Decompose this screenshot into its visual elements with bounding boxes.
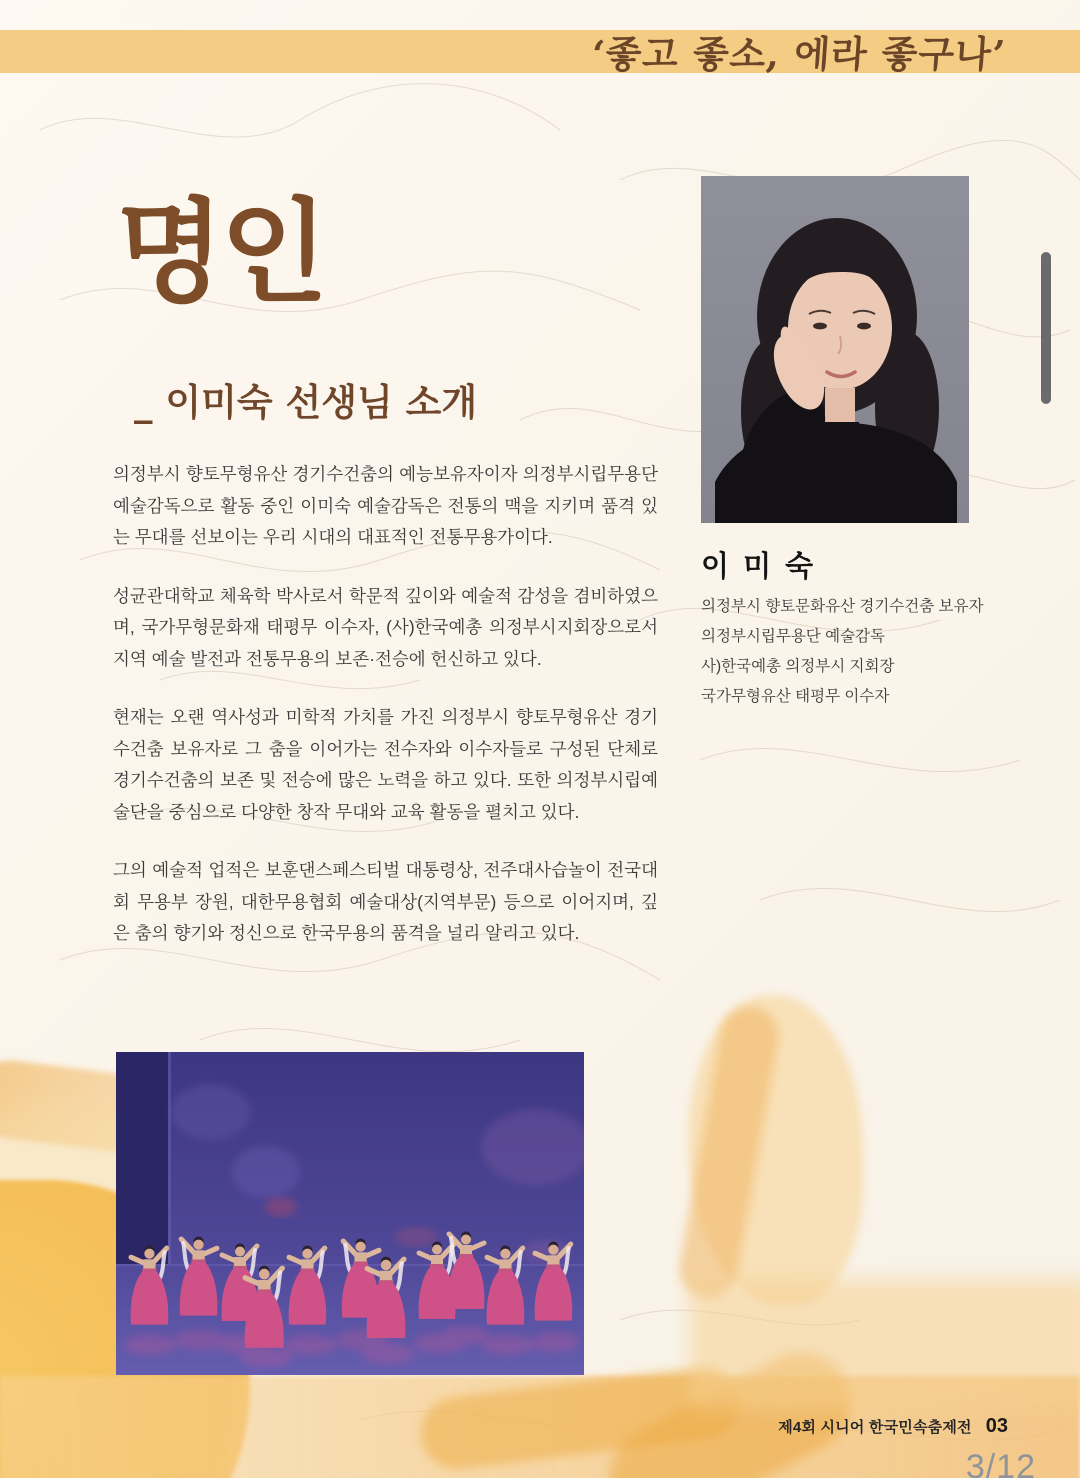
profile-name: 이 미 숙 xyxy=(701,551,817,583)
paragraph: 성균관대학교 체육학 박사로서 학문적 깊이와 예술적 감성을 겸비하였으며, 국가무형문화재 태평무 이수자, (사)한국예총 의정부시지회장으로서 지역 예술 발전과 전통무용의 보존·전승에 헌신하고 있다. xyxy=(113,585,658,669)
article-body xyxy=(113,459,658,977)
credential-item: 의정부시립무용단 예술감독 xyxy=(701,628,885,645)
watercolor-right-lower xyxy=(690,1280,1080,1410)
portrait-photo xyxy=(701,176,969,523)
paragraph: 현재는 오랜 역사성과 미학적 가치를 가진 의정부시 향토무형유산 경기수건춤 보유자로 그 춤을 이어가는 전수자와 이수자들로 구성된 단체로 경기수건춤의 보존 및 전승에 많은 노력을 하고 있다. 또한 의정부시립예술단을 중심으로 다양한 창작 무대와 교육 활동을 펼치고 있다. xyxy=(113,707,658,822)
header-band xyxy=(0,30,1080,76)
paragraph: 의정부시 향토무형유산 경기수건춤의 예능보유자이자 의정부시립무용단 예술감독으로 활동 중인 이미숙 예술감독은 전통의 맥을 지키며 품격 있는 무대를 선보이는 우리 시대의 대표적인 전통무용가이다. xyxy=(113,464,658,547)
credential-item: 국가무형유산 태평무 이수자 xyxy=(701,688,890,705)
footer-event-title: 제4회 시니어 한국민속춤제전 xyxy=(778,1419,972,1436)
page-subtitle: _ 이미숙 선생님 소개 xyxy=(134,380,478,424)
paragraph: 그의 예술적 업적은 보훈댄스페스티벌 대통령상, 전주대사습놀이 전국대회 무용부 장원, 대한무용협회 예술대상(지역부문) 등으로 이어지며, 깊은 춤의 향기와 정신으로 한국무용의 품격을 널리 알리고 있다. xyxy=(113,860,658,943)
viewer-page-indicator: 3/12 xyxy=(965,1448,1036,1478)
footer-page-number: 03 xyxy=(985,1415,1008,1437)
scrollbar-thumb[interactable] xyxy=(1041,252,1051,404)
calligraphy-headline: ‘좋고 좋소, 에라 좋구나’ xyxy=(590,32,1008,76)
credential-item: 의정부시 향토문화유산 경기수건춤 보유자 xyxy=(701,598,984,615)
footer xyxy=(778,1415,1008,1438)
page-title: 명인 xyxy=(116,187,325,318)
stage-performance-photo xyxy=(116,1052,584,1375)
profile-credentials xyxy=(701,592,983,712)
credential-item: 사)한국예총 의정부시 지회장 xyxy=(701,658,895,675)
